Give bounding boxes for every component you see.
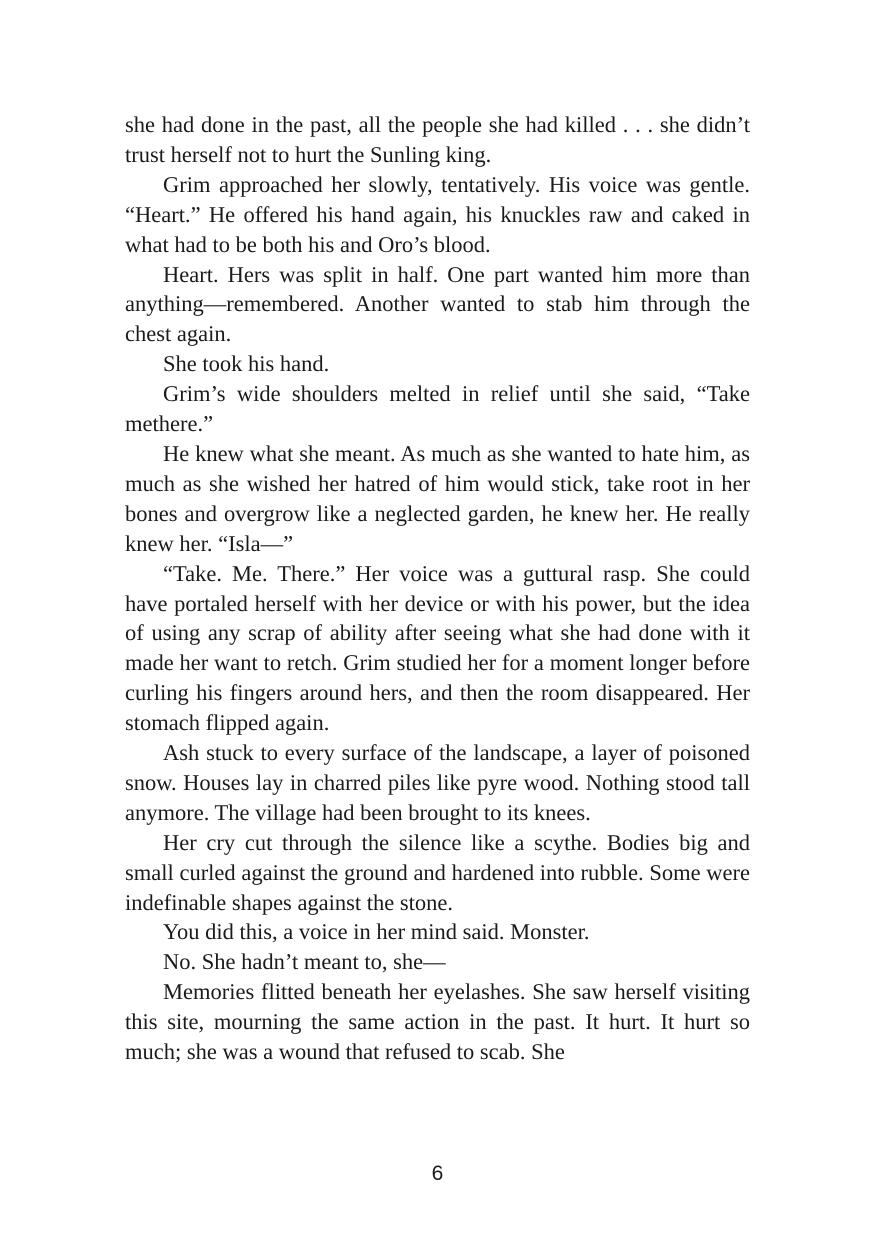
paragraph: Grim’s wide shoulders melted in relief until she said, “Take methere.” [125,381,750,437]
paragraph: No. She hadn’t meant to, she— [163,949,446,975]
paragraph: Her cry cut through the silence like a scythe. Bodies big and small curled against the ground and hardened into rubble. Some were indefinable shapes against the stone. [125,829,750,915]
paragraph: Memories flitted beneath her eyelashes. She saw herself visiting this site, mourning the same action in the past. It hurt. It hurt so much; she was a wound that refused to scab. She [125,979,750,1065]
paragraph: Heart. Hers was split in half. One part wanted him more than anything—remembered. Another wanted to stab him through the chest again. [125,261,750,347]
paragraph: Ash stuck to every surface of the landscape, a layer of poisoned snow. Houses lay in charred piles like pyre wood. Nothing stood tall anymore. The village had been brought to its knees. [125,740,750,825]
paragraph: He knew what she meant. As much as she wanted to hate him, as much as she wished her hatred of him would stick, take root in her bones and overgrow like a neglected garden, he knew her. He really knew her. “Isla—” [125,440,750,556]
body-text [125,110,750,1067]
page-number: 6 [431,1162,444,1185]
paragraph: Grim approached her slowly, tentatively. His voice was gentle. “Heart.” He offered his hand again, his knuckles raw and caked in what had to be both his and Oro’s blood. [125,171,750,257]
paragraph: You did this, a voice in her mind said. Monster. [163,919,590,945]
paragraph: “Take. Me. There.” Her voice was a guttural rasp. She could have portaled herself with her device or with his power, but the idea of using any scrap of ability after seeing what she had done with it made her want to retch. Grim studied her for a moment longer before curling his fingers around hers, and then the room disappeared. Her stomach flipped again. [125,560,750,736]
paragraph: She took his hand. [163,351,330,377]
paragraph: she had done in the past, all the people she had killed . . . she didn’t trust herself not to hurt the Sunling king. [125,112,750,167]
